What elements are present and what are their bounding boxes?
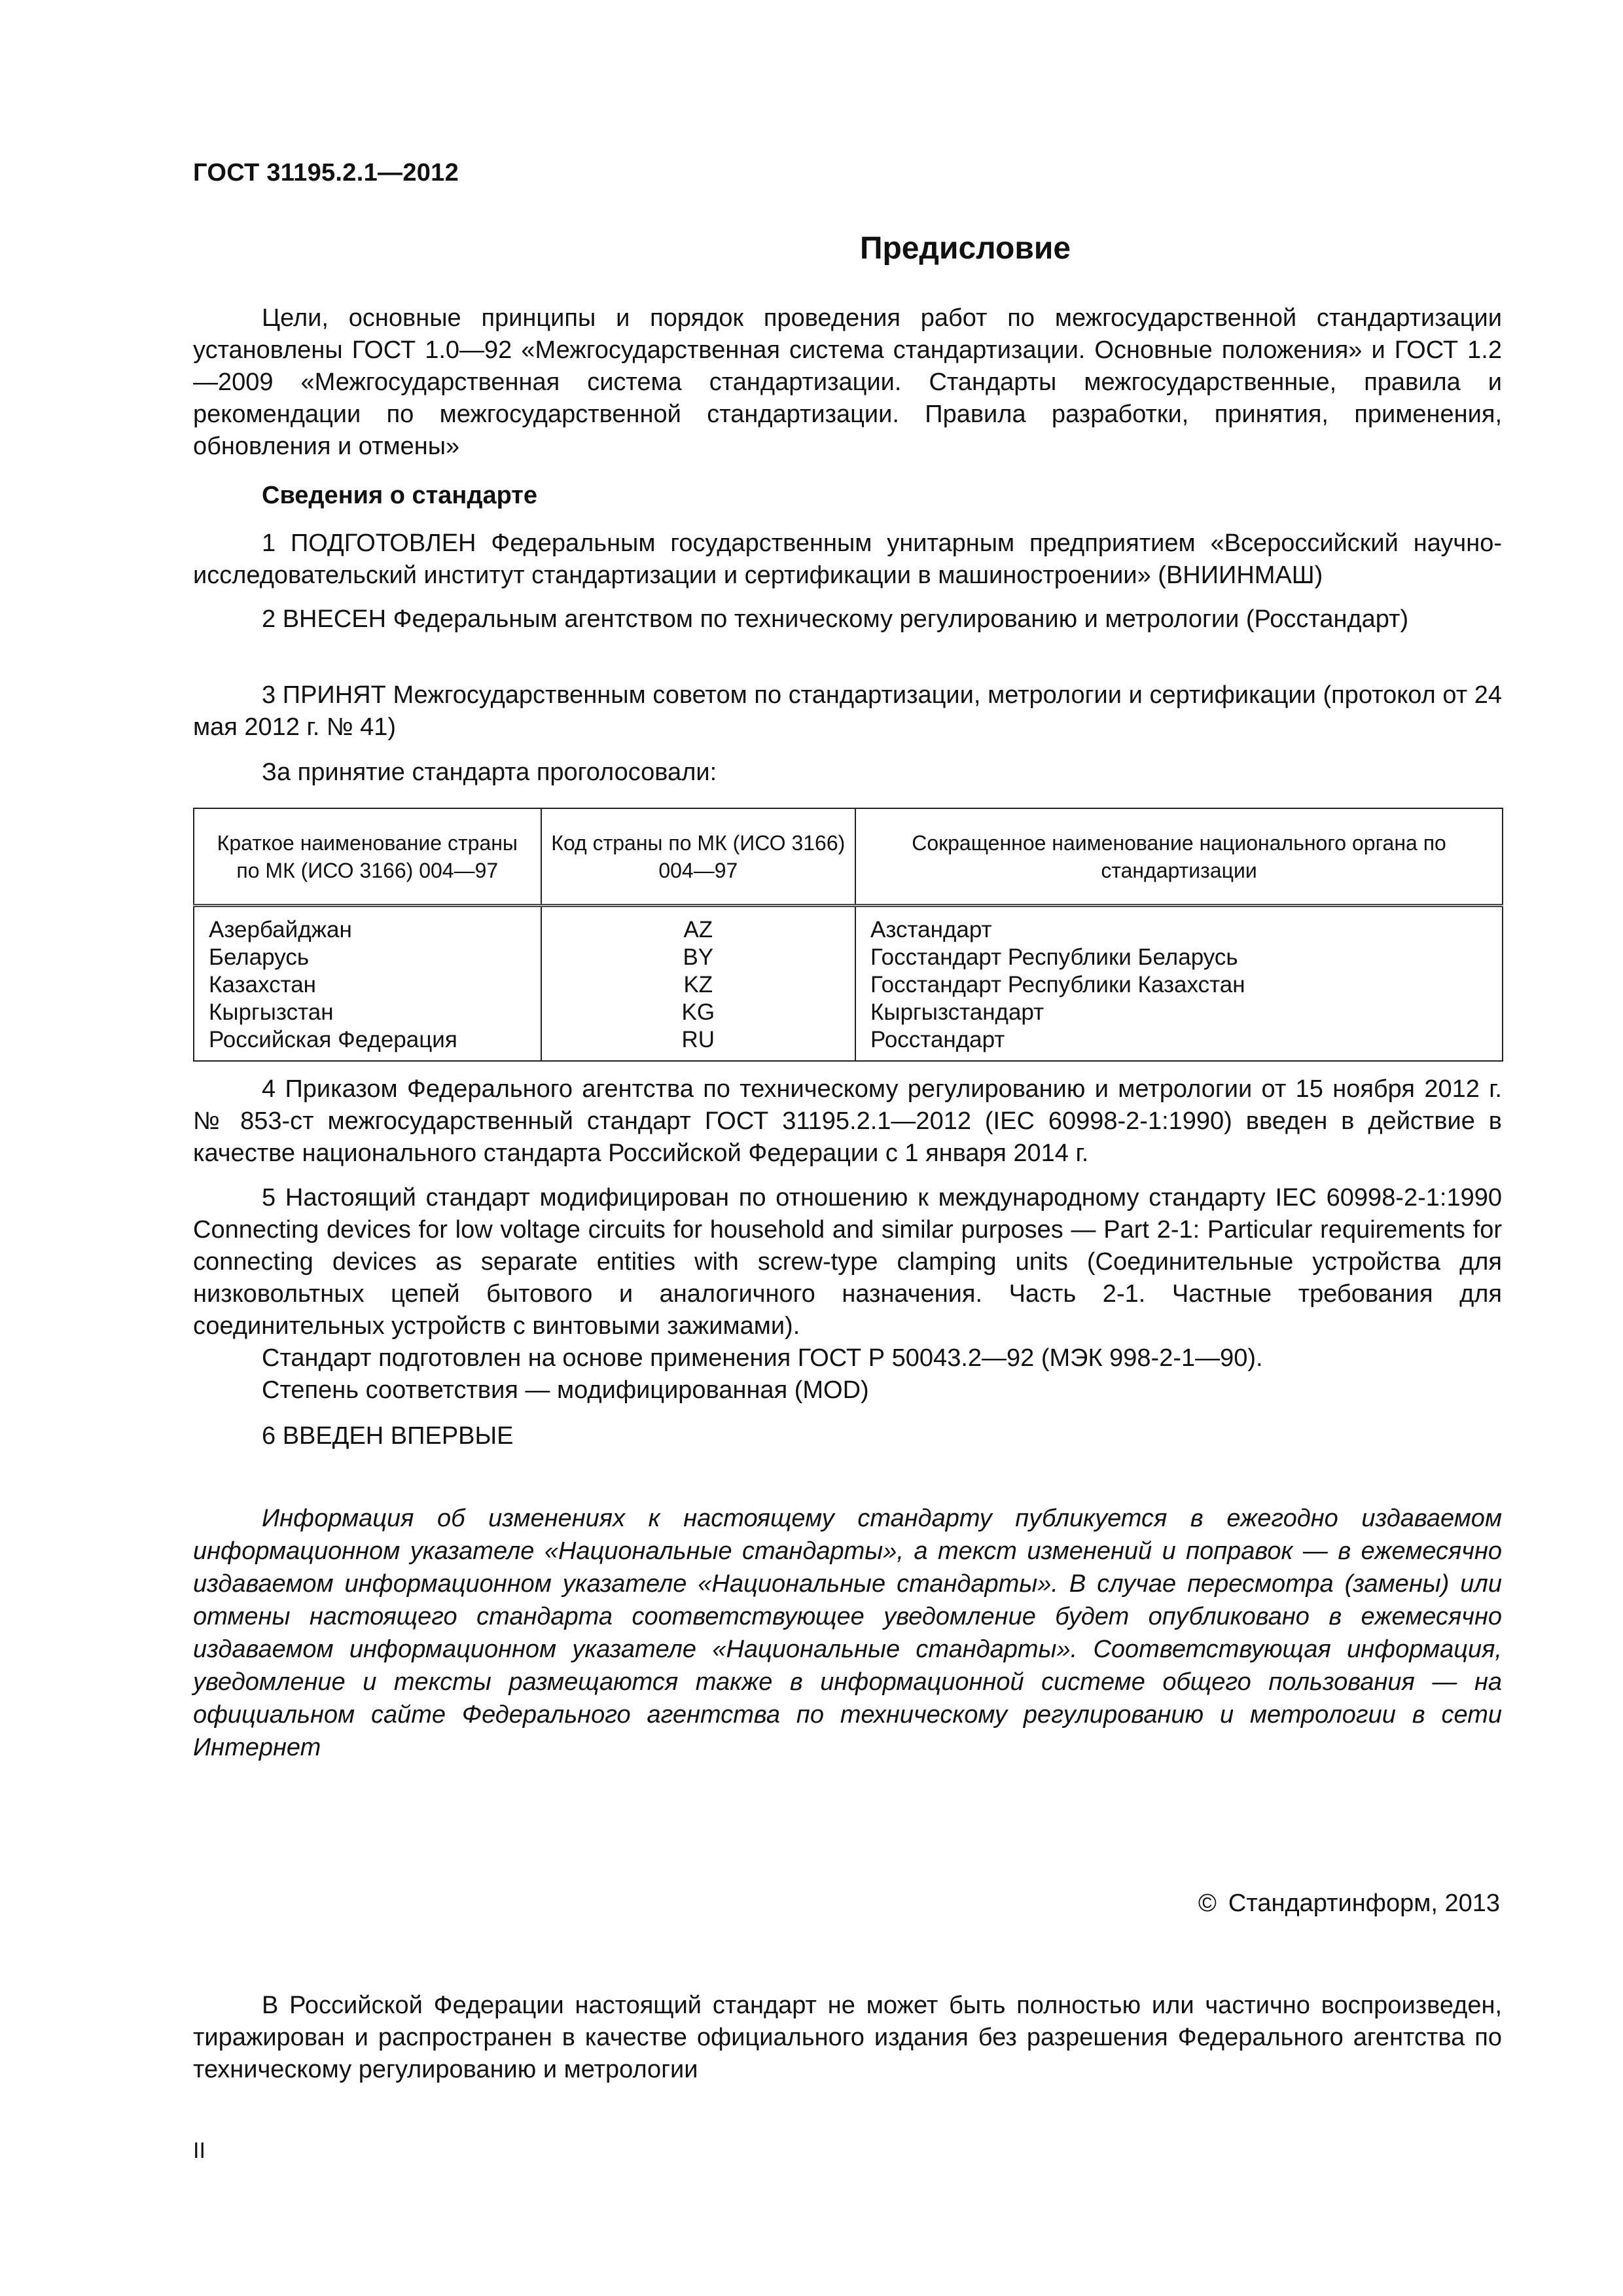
copyright-mark: © [1198,1890,1217,1917]
reproduction-notice [193,1990,1502,2086]
item-1 [193,528,1502,592]
table-header-authority: Сокращенное наименование национального органа по стандартизации [855,808,1503,906]
reproduction-notice-text: В Российской Федерации настоящий стандарт не может быть полностью или частично воспроизведен, тиражирован и распространен в качестве официального издания без разрешения Федерального агентства по техническому регулированию и метрологии [193,1992,1502,2083]
copyright-text: Стандартинформ, 2013 [1228,1890,1500,1917]
country-name: Российская Федерация [209,1027,457,1052]
page-number: II [193,2138,205,2163]
item-2-text: 2 ВНЕСЕН Федеральным агентством по техническому регулированию и метрологии (Росстандарт) [262,605,1409,633]
item-5 [193,1182,1502,1342]
item-5-text: 5 Настоящий стандарт модифицирован по отношению к международному стандарту IEC 60998-2-1:1990 Connecting devices for low voltage circuits for household and similar purposes — Part 2-1: Particular requirements for connecting devices as separate entities with screw-type clamping units (Соединительные устройства для низковольтных цепей бытового и аналогичного назначения. Часть 2-1. Частные требования для соединительных устройств с винтовыми зажимами). [193,1184,1502,1340]
changes-notice [193,1502,1502,1764]
country-code: RU [681,1027,715,1052]
item-3-text: 3 ПРИНЯТ Межгосударственным советом по стандартизации, метрологии и сертификации (протокол от 24 мая 2012 г. № 41) [193,681,1502,741]
country-code: BY [683,944,714,970]
country-name: Беларусь [209,944,310,970]
item-1-text: 1 ПОДГОТОВЛЕН Федеральным государственным унитарным предприятием «Всероссийский научно-исследовательский институт стандартизации и сертификации в машиностроении» (ВНИИНМАШ) [193,529,1502,589]
country-name: Кыргызстан [209,999,334,1025]
document-header: ГОСТ 31195.2.1—2012 [193,159,459,187]
authority-name: Госстандарт Республики Беларусь [870,944,1238,970]
page-title: Предисловие [859,231,1071,266]
changes-notice-text: Информация об изменениях к настоящему стандарту публикуется в ежегодно издаваемом информационном указателе «Национальные стандарты», а текст изменений и поправок — в ежемесячно издаваемом информационном указателе «Национальные стандарты». В случае пересмотра (замены) или отмены настоящего стандарта соответствующее уведомление будет опубликовано в ежемесячно издаваемом информационном указателе «Национальные стандарты». Соответствующая информация, уведомление и тексты размещаются также в информационной системе общего пользования — на официальном сайте Федерального агентства по техническому регулированию и метрологии в сети Интернет [193,1505,1502,1761]
country-code: KZ [683,972,713,997]
item-6: 6 ВВЕДЕН ВПЕРВЫЕ [262,1422,514,1450]
item-4-text: 4 Приказом Федерального агентства по техническому регулированию и метрологии от 15 ноября 2012 г. № 853-ст межгосударственный стандарт ГОСТ 31195.2.1—2012 (IEC 60998-2-1:1990) введен в действие в качестве национального стандарта Российской Федерации с 1 января 2014 г. [193,1075,1502,1167]
country-name: Азербайджан [209,917,352,942]
country-code: AZ [683,917,713,942]
table-header-country: Краткое наименование страны по МК (ИСО 3166) 004—97 [194,808,541,906]
authority-name: Госстандарт Республики Казахстан [870,972,1245,997]
authority-name: Росстандарт [870,1027,1005,1052]
country-name: Казахстан [209,972,317,997]
intro-text: Цели, основные принципы и порядок проведения работ по межгосударственной стандартизации установлены ГОСТ 1.0—92 «Межгосударственная система стандартизации. Основные положения» и ГОСТ 1.2—2009 «Межгосударственная система стандартизации. Стандарты межгосударственные, правила и рекомендации по межгосударственной стандартизации. Правила разработки, принятия, применения, обновления и отмены» [193,304,1502,460]
authority-name: Азстандарт [870,917,992,942]
table-header-row [194,808,1503,906]
authority-column [855,906,1503,1062]
voted-label: За принятие стандарта проголосовали: [262,759,717,786]
info-heading: Сведения о стандарте [262,482,538,509]
item-5-conformity: Степень соответствия — модифицированная (MOD) [262,1376,869,1404]
item-2 [193,603,1502,636]
intro-paragraph [193,302,1502,463]
code-column [541,906,855,1062]
table-row [194,906,1503,1062]
item-4 [193,1073,1502,1170]
country-column [194,906,541,1062]
country-code: KG [681,999,715,1025]
authority-name: Кыргызстандарт [870,999,1044,1025]
item-5-basis: Стандарт подготовлен на основе применения ГОСТ Р 50043.2—92 (МЭК 998-2-1—90). [262,1344,1263,1372]
table-header-code: Код страны по МК (ИСО 3166) 004—97 [541,808,855,906]
voting-table [193,808,1503,1062]
copyright [1198,1890,1500,1918]
item-3 [193,679,1502,744]
